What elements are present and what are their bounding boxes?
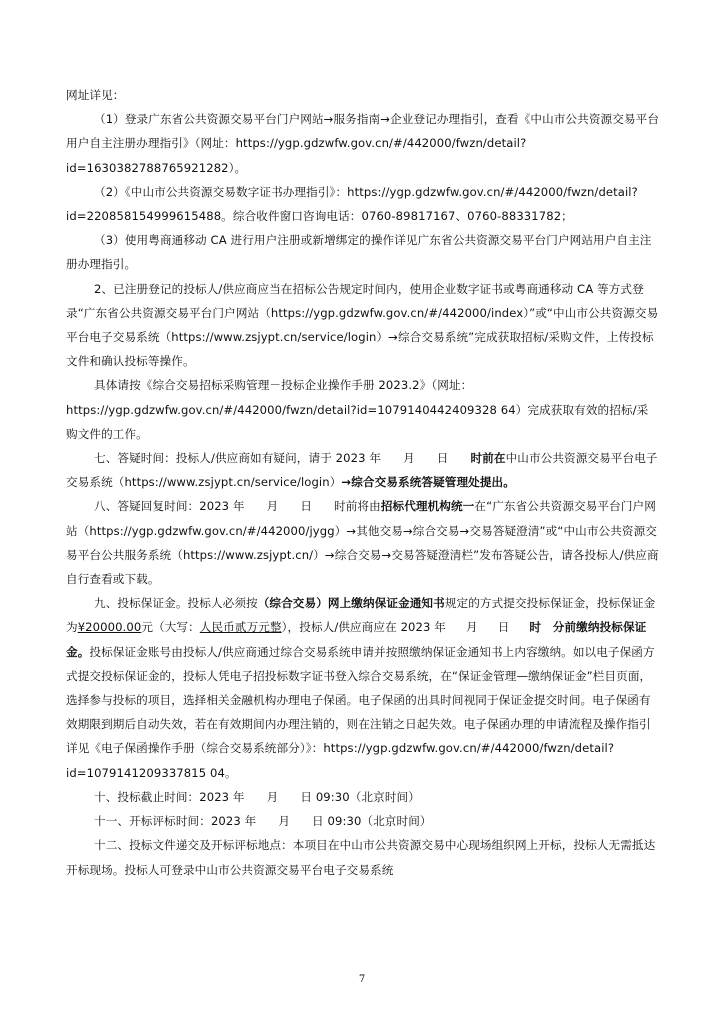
bond-amount: ¥20000.00 (77, 620, 142, 635)
section-8-qa-reply: 八、答疑回复时间：2023 年 月 日 时前将由招标代理机构统一在“广东省公共资源交易平台门户网站（https://ygp.gdzwfw.gov.cn/#/442000/jygg）→其他交易→综合交易→交易答疑澄清”或“中山市公共资源交易平台公共服务系统（https://www.zsjypt.cn/）→综合交易→交易答疑澄清栏”发布答疑公告，请各投标人/供应商自行查看或下载。 (66, 499, 659, 587)
section-7-qa-time: 七、答疑时间：投标人/供应商如有疑问，请于 2023 年 月 日 时前在中山市公共资源交易平台电子交易系统（https://www.zsjypt.cn/service/login）→综合交易系统答疑管理处提出。 (66, 451, 658, 490)
paragraph-url-intro: 网址详见： (66, 88, 125, 102)
paragraph-item-1: （1）登录广东省公共资源交易平台门户网站→服务指南→企业登记办理指引，查看《中山市公共资源交易平台用户自主注册办理指引》（网址：https://ygp.gdzwfw.gov.cn/#/442000/fwzn/detail?id=1630382788765921282）。 (66, 112, 660, 175)
paragraph-registered-login: 2、已注册登记的投标人/供应商应当在招标公告规定时间内，使用企业数字证书或粤商通移动 CA 等方式登录“广东省公共资源交易平台门户网站（https://ygp.gdzwfw.gov.cn/#/442000/index）”或“中山市公共资源交易平台电子交易系统（https://www.zsjypt.cn/service/login）→综合交易系统”完成获取招标/采购文件，上传投标文件和确认投标等操作。 (66, 281, 659, 369)
bond-amount-upper: 人民币贰万元整 (199, 620, 282, 635)
page-number: 7 (358, 974, 366, 985)
section-12-opening-location: 十二、投标文件递交及开标评标地点：本项目在中山市公共资源交易中心现场组织网上开标，投标人无需抵达开标现场。投标人可登录中山市公共资源交易平台电子交易系统 (66, 838, 656, 877)
paragraph-manual: 具体请按《综合交易招标采购管理－投标企业操作手册 2023.2》（网址：https://ygp.gdzwfw.gov.cn/#/442000/fwzn/detail?id=1079140442409328 64）完成获取有效的招标/采购文件的工作。 (66, 378, 649, 441)
section-11-opening-time: 十一、开标评标时间：2023 年 月 日 09:30（北京时间） (94, 814, 432, 829)
section-10-deadline: 十、投标截止时间：2023 年 月 日 09:30（北京时间） (94, 789, 420, 804)
section-9-bid-bond: 九、投标保证金。投标人必须按（综合交易）网上缴纳保证金通知书规定的方式提交投标保证金，投标保证金为¥20000.00元（大写：人民币贰万元整），投标人/供应商应在 2023 年 月 日 时 分前缴纳投标保证金。投标保证金账号由投标人/供应商通过综合交易系统申请并按照缴纳保证金通知书上内容缴纳。如以电子保函方式提交投标保证金的，投标人凭电子招投标数字证书登入综合交易系统，在“保证金管理—缴纳保证金”栏目页面，选择参与投标的项目，选择相关金融机构办理电子保函。电子保函的出具时间视同于保证金提交时间。电子保函有效期限到期后自动失效，若在有效期间内办理注销的，则在注销之日起失效。电子保函办理的申请流程及操作指引详见《电子保函操作手册（综合交易系统部分）》：https://ygp.gdzwfw.gov.cn/#/442000/fwzn/detail?id=1079141209337815 04。 (66, 596, 656, 780)
page-body (66, 83, 660, 882)
paragraph-item-2: （2）《中山市公共资源交易数字证书办理指引》：https://ygp.gdzwfw.gov.cn/#/442000/fwzn/detail?id=220858154999615488。综合收件窗口咨询电话：0760-89817167、0760-88331782； (66, 184, 638, 224)
paragraph-item-3: （3）使用粤商通移动 CA 进行用户注册或新增绑定的操作详见广东省公共资源交易平台门户网站用户自主注册办理指引。 (66, 233, 652, 272)
